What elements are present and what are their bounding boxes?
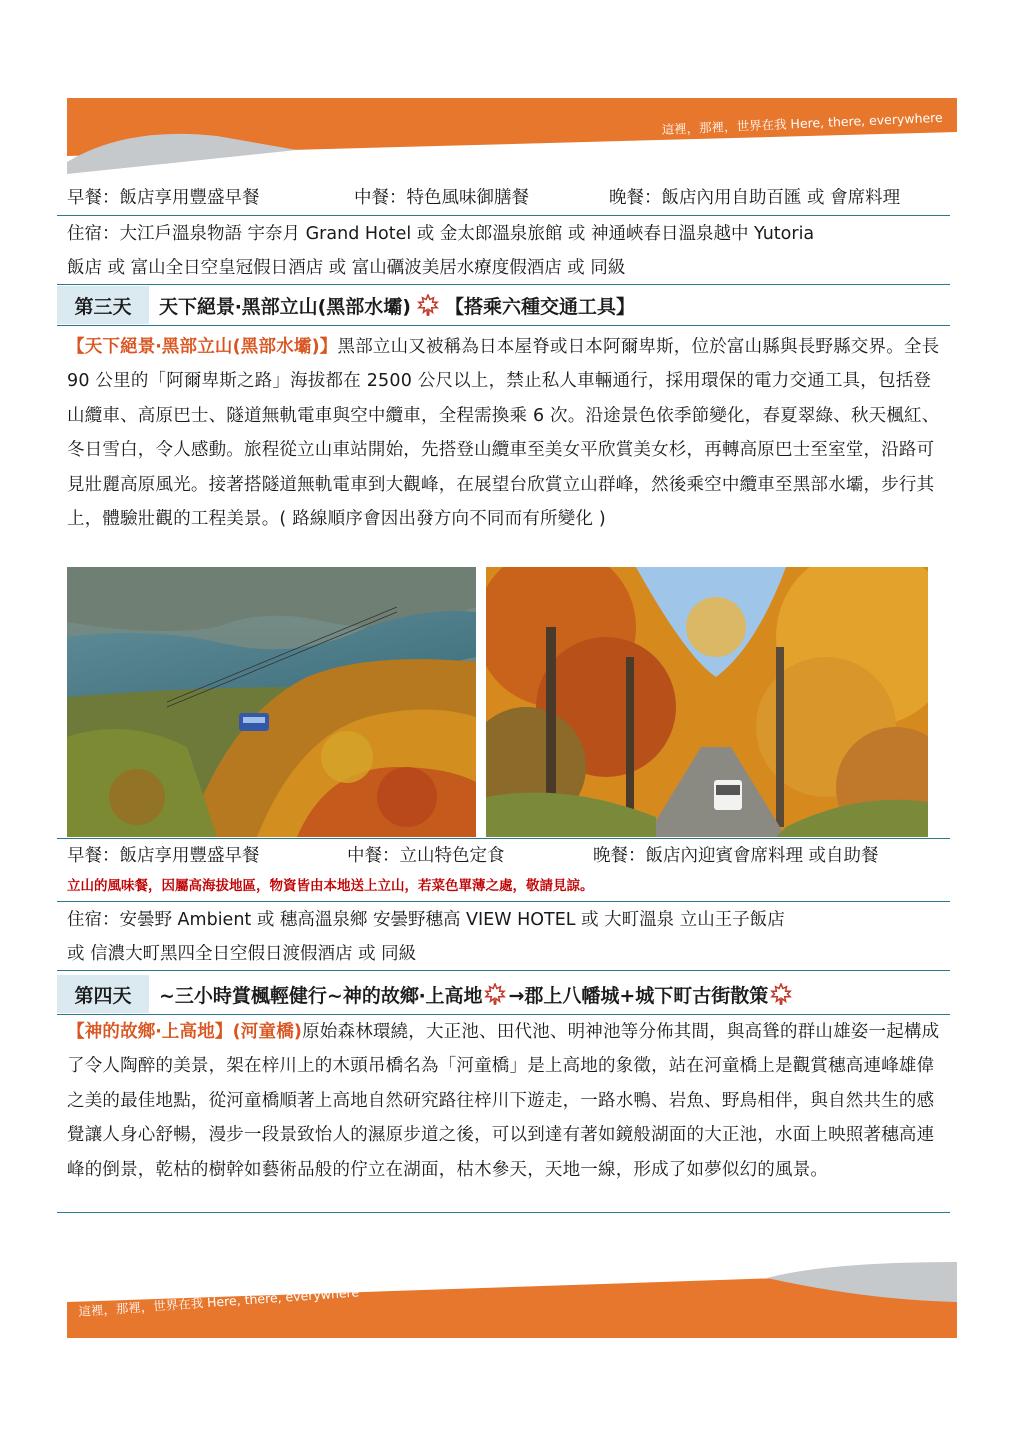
day3-heading bbox=[57, 286, 950, 324]
day3-highlight: 【天下絕景‧黑部立山(黑部水壩)】 bbox=[67, 337, 338, 357]
day4-body: 原始森林環繞，大正池、田代池、明神池等分佈其間，與高聳的群山雄姿一起構成了令人陶醉的美景，架在梓川上的木頭吊橋名為「河童橋」是上高地的象徵，站在河童橋上是觀賞穗高連峰雄偉之美的最佳地點，從河童橋順著上高地自然研究路往梓川下遊走，一路水鴨、岩魚、野鳥相伴，與自然共生的感覺讓人身心舒暢，漫步一段景致怡人的濕原步道之後，可以到達有著如鏡般湖面的大正池，水面上映照著穗高連峰的倒景，乾枯的樹幹如藝術品般的佇立在湖面，枯木參天，天地一線，形成了如夢似幻的風景。 bbox=[67, 1022, 940, 1180]
day4-title bbox=[159, 981, 794, 1008]
day3-body: 黑部立山又被稱為日本屋脊或日本阿爾卑斯，位於富山縣與長野縣交界。全長 90 公里的「阿爾卑斯之路」海拔都在 2500 公尺以上，禁止私人車輛通行，採用環保的電力交通工具，包括登山纜車、高原巴士、隧道無軌電車與空中纜車，全程需換乘 6 次。沿途景色依季節變化，春夏翠綠、秋天楓紅、冬日雪白，令人感動。旅程從立山車站開始，先搭登山纜車至美女平欣賞美女杉，再轉高原巴士至室堂，沿路可見壯麗高原風光。接著搭隧道無軌電車到大觀峰，在展望台欣賞立山群峰，然後乘空中纜車至黑部水壩，步行其上，體驗壯觀的工程美景。( 路線順序會因出發方向不同而有所變化 ) bbox=[67, 337, 940, 530]
footer-banner bbox=[67, 1262, 957, 1338]
day2-dinner: 晚餐：飯店內用自助百匯 或 會席料理 bbox=[609, 188, 901, 208]
divider bbox=[57, 284, 950, 285]
day3-lodging bbox=[67, 903, 950, 971]
day4-label: 第四天 bbox=[57, 975, 149, 1013]
day3-meal-note: 立山的風味餐，因屬高海拔地區，物資皆由本地送上立山，若菜色單薄之處，敬請見諒。 bbox=[67, 878, 594, 894]
maple-leaf-icon bbox=[484, 983, 506, 1005]
divider bbox=[57, 325, 950, 326]
day2-meals bbox=[67, 181, 950, 215]
day2-lodging-line1: 住宿：大江戶溫泉物語 宇奈月 Grand Hotel 或 金太郎溫泉旅館 或 神通峽春日溫泉越中 Yutoria bbox=[67, 224, 815, 244]
day3-lunch: 中餐：立山特色定食 bbox=[347, 846, 505, 866]
day3-title-main: 天下絕景‧黑部立山(黑部水壩) bbox=[159, 295, 411, 318]
day4-highlight: 【神的故鄉‧上高地】(河童橋) bbox=[67, 1022, 303, 1042]
day2-lunch: 中餐：特色風味御膳餐 bbox=[354, 188, 529, 208]
day2-lodging bbox=[67, 217, 950, 285]
day4-heading bbox=[57, 975, 950, 1013]
day2-breakfast: 早餐：飯店享用豐盛早餐 bbox=[67, 188, 260, 208]
day4-title-gujo: →郡上八幡城+城下町古街散策 bbox=[508, 984, 769, 1007]
day4-description bbox=[67, 1015, 943, 1187]
header-banner bbox=[67, 98, 957, 174]
kurobe-ropeway-photo bbox=[67, 567, 476, 837]
divider bbox=[57, 215, 950, 216]
divider bbox=[57, 1212, 950, 1213]
day3-description bbox=[67, 330, 943, 536]
autumn-forest-bus-photo bbox=[486, 567, 928, 837]
header-banner-shape bbox=[67, 98, 957, 174]
day2-lodging-line2: 飯店 或 富山全日空皇冠假日酒店 或 富山礪波美居水療度假酒店 或 同級 bbox=[67, 258, 626, 278]
footer-slogan: 這裡，那裡，世界在我 Here, there, everywhere bbox=[77, 1284, 360, 1320]
day3-breakfast: 早餐：飯店享用豐盛早餐 bbox=[67, 846, 260, 866]
day3-lodging-line1: 住宿：安曇野 Ambient 或 穗高溫泉鄉 安曇野穗高 VIEW HOTEL 或 大町溫泉 立山王子飯店 bbox=[67, 910, 785, 930]
day3-label: 第三天 bbox=[57, 286, 149, 324]
divider bbox=[57, 901, 950, 902]
day4-title-main: ~三小時賞楓輕健行~神的故鄉‧上高地 bbox=[159, 984, 483, 1007]
header-slogan: 這裡，那裡，世界在我 Here, there, everywhere bbox=[661, 109, 943, 138]
maple-leaf-icon bbox=[770, 983, 792, 1005]
day3-title bbox=[159, 292, 635, 319]
day3-meals bbox=[67, 839, 950, 873]
day3-dinner: 晚餐：飯店內迎賓會席料理 或自助餐 bbox=[593, 846, 879, 866]
divider bbox=[57, 970, 950, 971]
day3-title-transport: 【搭乘六種交通工具】 bbox=[444, 295, 635, 318]
maple-leaf-icon bbox=[417, 294, 439, 316]
day3-lodging-line2: 或 信濃大町黑四全日空假日渡假酒店 或 同級 bbox=[67, 944, 417, 964]
